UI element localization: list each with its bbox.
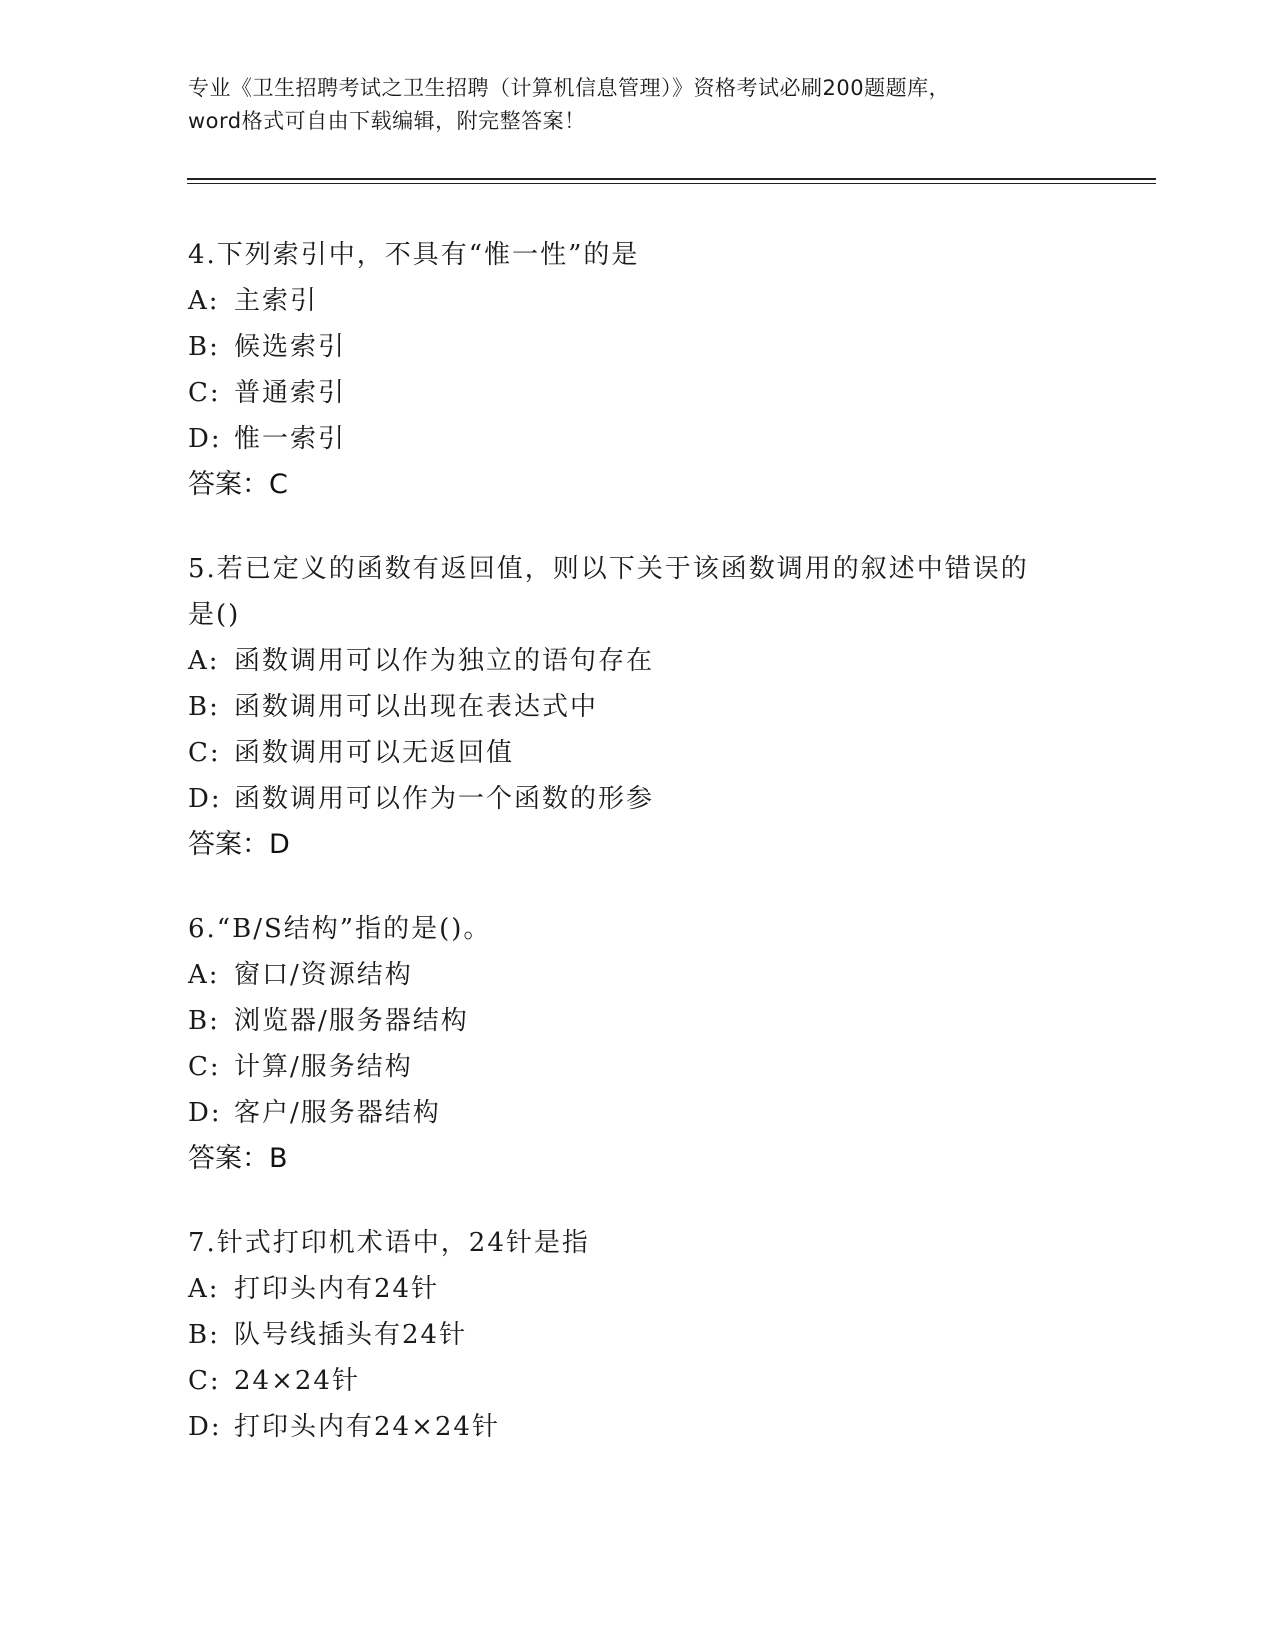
option-key: C:: [188, 1052, 221, 1082]
option-text: 主索引: [234, 286, 319, 316]
question-stem: 6.“B/S结构”指的是()。: [188, 914, 492, 944]
option-text: 函数调用可以作为独立的语句存在: [234, 646, 655, 676]
answer-option: [188, 1404, 1088, 1450]
option-text: 队号线插头有24针: [234, 1320, 468, 1350]
answer-option: [188, 730, 1088, 776]
question-stem: 5.若已定义的函数有返回值，则以下关于该函数调用的叙述中错误的: [188, 554, 1029, 584]
question-stem: 4.下列索引中，不具有“惟一性”的是: [188, 240, 640, 270]
answer-option: [188, 998, 1088, 1044]
option-text: 打印头内有24×24针: [234, 1412, 500, 1442]
option-text: 候选索引: [234, 332, 347, 362]
header-divider-thick: [187, 178, 1156, 180]
option-text: 函数调用可以出现在表达式中: [234, 692, 599, 722]
option-key: A:: [188, 286, 220, 316]
answer-option: [188, 638, 1088, 684]
option-key: D:: [188, 424, 222, 454]
question-block: [188, 1220, 1088, 1450]
question-list: [188, 232, 1088, 1488]
option-key: C:: [188, 1366, 221, 1396]
question-block: [188, 232, 1088, 508]
option-text: 惟一索引: [234, 424, 347, 454]
answer-option: [188, 1090, 1088, 1136]
header-line-1: 专业《卫生招聘考试之卫生招聘（计算机信息管理）》资格考试必刷200题题库，: [188, 76, 951, 100]
option-text: 函数调用可以作为一个函数的形参: [234, 784, 655, 814]
option-key: C:: [188, 378, 221, 408]
document-header: [188, 72, 1088, 138]
option-key: D:: [188, 1412, 222, 1442]
header-divider-thin: [187, 183, 1156, 184]
question-block: [188, 906, 1088, 1182]
option-key: A:: [188, 1274, 220, 1304]
option-text: 客户/服务器结构: [234, 1098, 441, 1128]
answer-option: [188, 1312, 1088, 1358]
option-key: C:: [188, 738, 221, 768]
option-text: 窗口/资源结构: [234, 960, 413, 990]
option-key: D:: [188, 784, 222, 814]
answer-option: [188, 370, 1088, 416]
question-stem: 是(): [188, 600, 241, 630]
answer-option: [188, 684, 1088, 730]
option-key: B:: [188, 1006, 220, 1036]
answer-key: 答案：C: [188, 469, 288, 500]
answer-key: 答案：D: [188, 829, 290, 860]
option-key: B:: [188, 692, 220, 722]
answer-option: [188, 952, 1088, 998]
answer-option: [188, 1266, 1088, 1312]
option-key: B:: [188, 332, 220, 362]
option-text: 普通索引: [234, 378, 347, 408]
option-key: A:: [188, 960, 220, 990]
option-text: 24×24针: [234, 1366, 360, 1396]
question-stem: 7.针式打印机术语中，24针是指: [188, 1228, 590, 1258]
option-key: B:: [188, 1320, 220, 1350]
option-text: 计算/服务结构: [234, 1052, 413, 1082]
option-key: D:: [188, 1098, 222, 1128]
option-text: 浏览器/服务器结构: [234, 1006, 469, 1036]
answer-option: [188, 1358, 1088, 1404]
header-line-2: word格式可自由下载编辑，附完整答案！: [188, 109, 586, 133]
question-block: [188, 546, 1088, 868]
answer-key: 答案：B: [188, 1143, 288, 1174]
answer-option: [188, 416, 1088, 462]
answer-option: [188, 776, 1088, 822]
option-key: A:: [188, 646, 220, 676]
option-text: 函数调用可以无返回值: [234, 738, 515, 768]
option-text: 打印头内有24针: [234, 1274, 440, 1304]
answer-option: [188, 278, 1088, 324]
answer-option: [188, 1044, 1088, 1090]
answer-option: [188, 324, 1088, 370]
